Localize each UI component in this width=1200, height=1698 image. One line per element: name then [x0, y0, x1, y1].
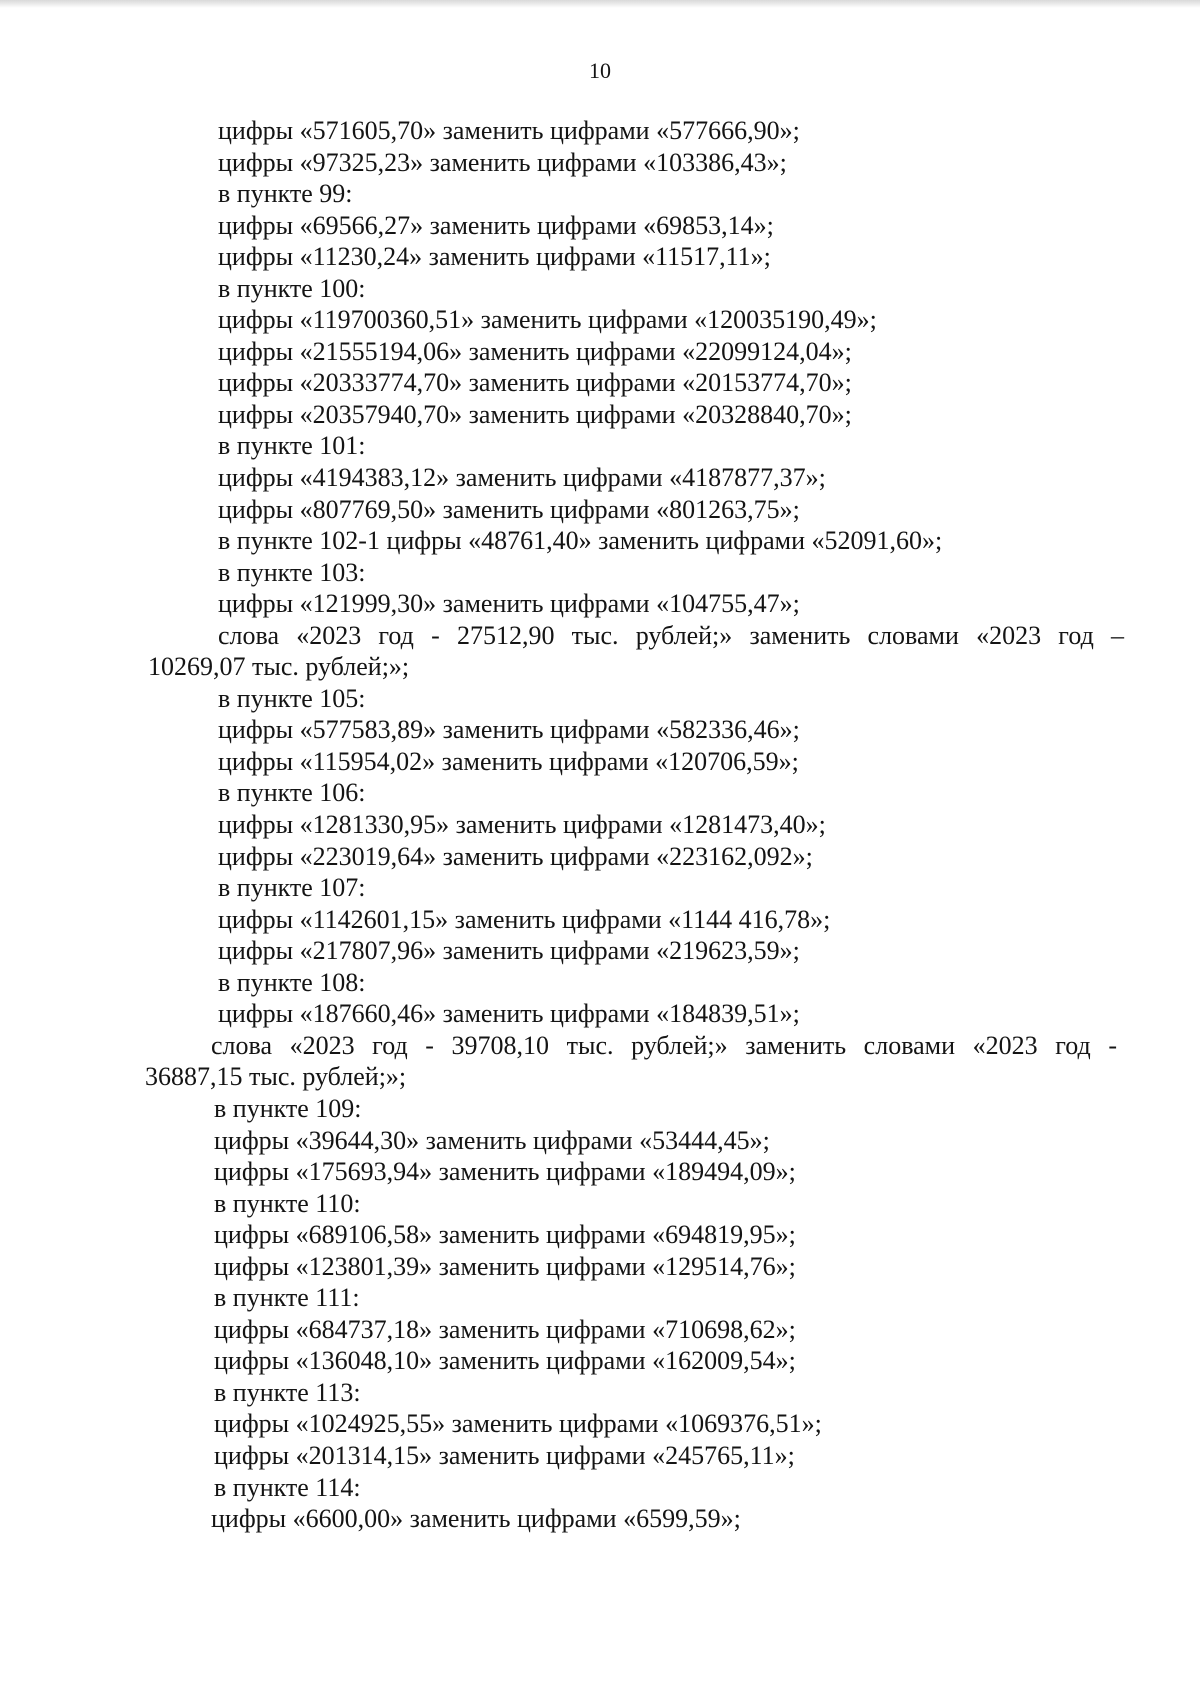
text-line: цифры «684737,18» заменить цифрами «710698,62»;	[214, 1314, 796, 1344]
text-line: цифры «69566,27» заменить цифрами «69853,14»;	[218, 210, 774, 240]
text-line-justified: слова «2023 год - 39708,10 тыс. рублей;» заменить словами «2023 год -	[211, 1030, 1117, 1060]
text-line: цифры «119700360,51» заменить цифрами «120035190,49»;	[218, 305, 877, 335]
text-line: цифры «121999,30» заменить цифрами «104755,47»;	[218, 589, 800, 619]
text-line: цифры «21555194,06» заменить цифрами «22099124,04»;	[218, 336, 852, 366]
text-line: в пункте 102-1 цифры «48761,40» заменить цифрами «52091,60»;	[218, 526, 943, 556]
text-line: в пункте 103:	[218, 557, 366, 587]
text-line: цифры «39644,30» заменить цифрами «53444,45»;	[214, 1125, 770, 1155]
scan-top-edge	[0, 0, 1200, 8]
text-line: цифры «123801,39» заменить цифрами «129514,76»;	[214, 1251, 796, 1281]
text-line: в пункте 105:	[218, 683, 366, 713]
text-line: в пункте 110:	[214, 1188, 361, 1218]
text-line: цифры «217807,96» заменить цифрами «219623,59»;	[218, 936, 800, 966]
text-line: в пункте 114:	[214, 1472, 361, 1502]
text-line: цифры «4194383,12» заменить цифрами «4187877,37»;	[218, 463, 826, 493]
text-line: в пункте 99:	[218, 179, 353, 209]
text-line: цифры «571605,70» заменить цифрами «577666,90»;	[218, 116, 800, 145]
text-line: цифры «6600,00» заменить цифрами «6599,59»;	[211, 1504, 741, 1534]
text-line: в пункте 107:	[218, 873, 366, 903]
text-line: в пункте 108:	[218, 967, 366, 997]
text-line: цифры «1281330,95» заменить цифрами «1281473,40»;	[218, 810, 826, 840]
text-line: цифры «11230,24» заменить цифрами «11517,11»;	[218, 242, 771, 272]
text-line: цифры «20333774,70» заменить цифрами «20153774,70»;	[218, 368, 852, 398]
text-line: цифры «1024925,55» заменить цифрами «1069376,51»;	[214, 1409, 822, 1439]
text-line: в пункте 101:	[218, 431, 366, 461]
text-line: цифры «175693,94» заменить цифрами «189494,09»;	[214, 1157, 796, 1187]
text-line-justified: слова «2023 год - 27512,90 тыс. рублей;» заменить словами «2023 год –	[218, 620, 1124, 650]
text-line: цифры «223019,64» заменить цифрами «223162,092»;	[218, 841, 813, 871]
text-line: цифры «20357940,70» заменить цифрами «20328840,70»;	[218, 399, 852, 429]
text-line: цифры «1142601,15» заменить цифрами «1144 416,78»;	[218, 904, 831, 934]
page-number: 10	[589, 58, 611, 83]
document-body	[0, 115, 1200, 1535]
text-line-continuation: 36887,15 тыс. рублей;»;	[145, 1062, 407, 1092]
text-line: цифры «97325,23» заменить цифрами «103386,43»;	[218, 147, 787, 177]
text-line: цифры «187660,46» заменить цифрами «184839,51»;	[218, 999, 800, 1029]
text-line: в пункте 111:	[214, 1283, 360, 1313]
text-line: цифры «807769,50» заменить цифрами «801263,75»;	[218, 494, 800, 524]
text-line: в пункте 106:	[218, 778, 366, 808]
text-line-continuation: 10269,07 тыс. рублей;»;	[148, 652, 410, 682]
text-line: цифры «115954,02» заменить цифрами «120706,59»;	[218, 746, 799, 776]
text-line: цифры «136048,10» заменить цифрами «162009,54»;	[214, 1346, 796, 1376]
text-line: в пункте 100:	[218, 273, 366, 303]
text-line: цифры «201314,15» заменить цифрами «245765,11»;	[214, 1440, 795, 1470]
text-line: цифры «689106,58» заменить цифрами «694819,95»;	[214, 1220, 796, 1250]
text-line: в пункте 109:	[214, 1093, 362, 1123]
text-line: в пункте 113:	[214, 1377, 361, 1407]
text-line: цифры «577583,89» заменить цифрами «582336,46»;	[218, 715, 800, 745]
